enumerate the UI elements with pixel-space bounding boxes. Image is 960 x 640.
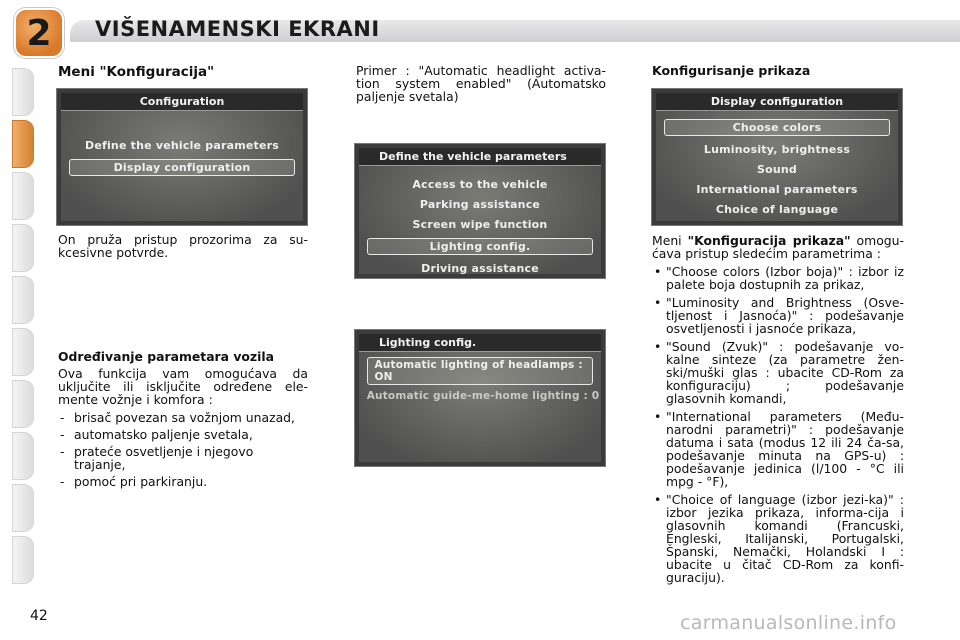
vehicle-params-text: Ova funkcija vam omogućava da uključite ili isključite određene ele-mente vožnje i komfora : bbox=[58, 366, 308, 407]
watermark: carmanualsonline.info bbox=[680, 612, 897, 634]
side-tab bbox=[12, 536, 34, 584]
config-menu-heading: Meni "Konfiguracija" bbox=[58, 64, 215, 80]
screen-menu-item[interactable]: Automatic guide-me-home lighting : 0 bbox=[366, 390, 600, 402]
screen-menu-item[interactable]: Display configuration bbox=[69, 159, 294, 176]
screen-menu-item[interactable]: Luminosity, brightness bbox=[703, 143, 851, 156]
config-screen bbox=[56, 88, 308, 226]
page-title: VIŠENAMENSKI EKRANI bbox=[95, 17, 380, 41]
intro-bold: "Konfiguracija prikaza" bbox=[687, 233, 851, 248]
list-item: - automatsko paljenje svetala, bbox=[58, 428, 308, 441]
side-tab bbox=[12, 276, 34, 324]
page-number: 42 bbox=[30, 608, 48, 624]
screen-menu-item[interactable]: Access to the vehicle bbox=[412, 178, 548, 191]
screen-menu-item[interactable]: Driving assistance bbox=[421, 262, 539, 275]
intro-prefix: Meni bbox=[652, 233, 688, 248]
screen-menu-item[interactable]: Sound bbox=[756, 163, 797, 176]
side-tab bbox=[12, 172, 34, 220]
example-text: Primer : "Automatic headlight activa-tion system enabled" (Automatsko paljenje svetala) bbox=[356, 63, 606, 104]
screen-menu-item[interactable]: Lighting config. bbox=[367, 238, 592, 255]
display-config-screen bbox=[651, 88, 903, 226]
screen-menu-item[interactable]: International parameters bbox=[696, 183, 858, 196]
side-tab bbox=[12, 328, 34, 376]
screen-menu-item[interactable]: Choose colors bbox=[664, 119, 889, 136]
screen-menu-item[interactable]: Choice of language bbox=[715, 203, 839, 216]
right-column bbox=[652, 234, 904, 589]
screen-menu-item[interactable]: Automatic lighting of headlamps : ON bbox=[367, 357, 592, 385]
left-column-top bbox=[58, 233, 308, 264]
vehicle-params-screen bbox=[354, 143, 606, 279]
middle-column bbox=[356, 64, 606, 108]
screen-title: Display configuration bbox=[656, 93, 898, 111]
intro-suffix: omogu-ćava pristup sledećim parametrima : bbox=[652, 233, 904, 261]
side-tab bbox=[12, 68, 34, 116]
side-tab bbox=[12, 380, 34, 428]
list-item: • "Sound (Zvuk)" : podešavanje vo-kalne sinteze (za parametre žen-ski/muški glas : ubacite CD-Rom za konfiguraciju) ; podešavanje glasovnih komandi, bbox=[652, 340, 904, 405]
screen-menu-item[interactable]: Define the vehicle parameters bbox=[84, 139, 280, 152]
screen-title: Define the vehicle parameters bbox=[359, 148, 601, 166]
vehicle-params-heading: Određivanje parametara vozila bbox=[58, 349, 275, 364]
list-item: • "Choice of language (izbor jezi-ka)" : izbor jezika prikaza, informa-cija i glasovnih komandi (Francuski, Engleski, Italijanski, Portugalski, Španski, Nemački, Holandski I : ubacite u čitač CD-Rom za konfi-guraciju). bbox=[652, 493, 904, 584]
side-tab bbox=[12, 432, 34, 480]
side-tab-active bbox=[12, 120, 34, 168]
chapter-badge: 2 bbox=[14, 8, 64, 58]
list-item: • "Choose colors (Izbor boja)" : izbor iz palete boja dostupnih za prikaz, bbox=[652, 265, 904, 291]
side-tab bbox=[12, 224, 34, 272]
lighting-config-screen bbox=[354, 329, 606, 467]
side-tab bbox=[12, 484, 34, 532]
list-item: - pomoć pri parkiranju. bbox=[58, 475, 308, 488]
display-config-heading: Konfigurisanje prikaza bbox=[652, 63, 811, 78]
side-tabs bbox=[12, 68, 34, 588]
screen-title: Configuration bbox=[61, 93, 303, 111]
vehicle-params-list bbox=[58, 411, 308, 488]
list-item: - brisač povezan sa vožnjom unazad, bbox=[58, 411, 308, 424]
screen-menu-item[interactable]: Parking assistance bbox=[419, 198, 541, 211]
left-column-bottom bbox=[58, 350, 308, 492]
list-item: • "Luminosity and Brightness (Osve-tljenost i Jasnoća)" : podešavanje osvetljenosti i jasnoće prikaza, bbox=[652, 296, 904, 335]
screen-title: Lighting config. bbox=[359, 334, 601, 352]
list-item: • "International parameters (Među-narodni parametri)" : podešavanje datuma i sata (modus 12 ili 24 ča-sa, podešavanje minuta na GPS-u) : podešavanje jedinica (l/100 - °C ili mpg - °F), bbox=[652, 410, 904, 488]
config-intro-text: On pruža pristup prozorima za su-kcesivne potvrde. bbox=[58, 232, 308, 260]
list-item: - prateće osvetljenje i njegovo trajanje, bbox=[58, 445, 308, 471]
display-config-list bbox=[652, 265, 904, 584]
screen-menu-item[interactable]: Screen wipe function bbox=[412, 218, 548, 231]
display-config-intro bbox=[652, 234, 904, 260]
